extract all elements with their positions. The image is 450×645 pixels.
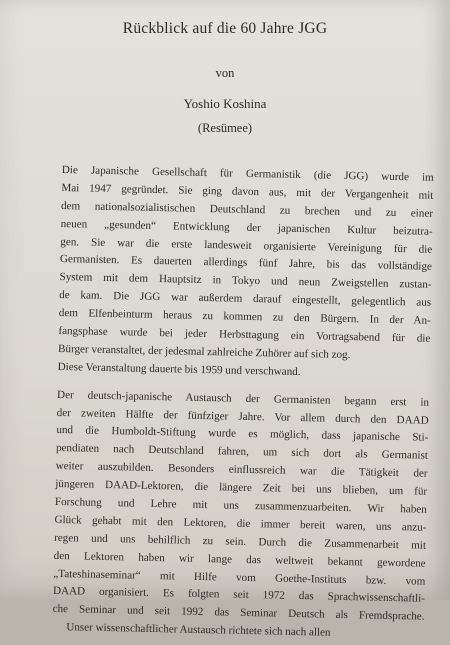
text-line: System mit dem Hauptsitz in Tokyo und neun Zweigstellen zustan- — [59, 271, 432, 292]
text-line: den Lektoren haben wir lange das weltweit bekannt gewordene — [53, 549, 426, 570]
author-name: Yoshio Koshina — [183, 96, 267, 111]
article-body — [52, 162, 434, 645]
text-line: Germanisten. Es dauerten allerdings fünf Jahre, bis das vollständige — [59, 253, 433, 274]
text-line: de kam. Die JGG war außerdem darauf eingestellt, gelegentlich aus — [59, 289, 432, 309]
text-line: Die Japanische Gesellschaft für Germanistik (die JGG) wurde im — [61, 163, 434, 184]
text-line: Bürger veranstaltet, der jedesmal zahlreiche Zuhörer auf sich zog. — [57, 342, 351, 361]
text-line: neuen „gesunden“ Entwicklung der japanischen Kultur beizutra- — [60, 217, 433, 238]
text-line: DAAD organisiert. Es folgten seit 1972 das Sprachwissenschaftli- — [52, 585, 426, 606]
text-line: weiter auszubilden. Besonders einflussreich war die Tätigkeit der — [55, 460, 428, 480]
text-line: dem nationalsozialistischen Deutschland zu brechen und zu einer — [60, 199, 434, 220]
text-line: jüngeren DAAD-Lektoren, die längere Zeit bei uns blieben, um für — [55, 478, 428, 498]
text-line: dem Elfenbeinturm heraus zu kommen zu den Bürgern. In der An- — [58, 307, 431, 327]
text-line: Forschung und Lehre mit uns zusammenzuarbeiten. Wir haben — [54, 495, 427, 516]
text-line: Glück gehabt mit den Lektoren, die immer bereit waren, uns anzu- — [54, 513, 427, 534]
text-line: der zweiten Hälfte der fünfziger Jahre. Vor allem durch den DAAD — [56, 406, 429, 427]
text-line: „Tateshinaseminar“ mit Hilfe vom Goethe-Instituts bzw. vom — [53, 567, 426, 588]
text-line: fangsphase wurde bei jeder Herbsttagung ein Vortragsabend für die — [58, 324, 431, 345]
text-line: pendiaten nach Deutschland fahren, um sich dort als Germanist — [55, 442, 429, 463]
text-line: regen und uns behilflich zu sein. Durch die Zusammenarbeit mit — [54, 531, 427, 552]
paragraph-1 — [58, 162, 434, 384]
text-line: Mai 1947 gegründet. Sie ging davon aus, mit der Vergangenheit mit — [61, 181, 434, 202]
text-line: gen. Sie war die erste landesweit organisierte Vereinigung für die — [60, 235, 433, 256]
text-line: Diese Veranstaltung dauerte bis 1959 und verschwand. — [57, 360, 301, 378]
text-line: Unser wissenschaftlicher Austausch richtete sich nach allen — [66, 621, 331, 639]
paragraph-2 — [52, 387, 429, 645]
article-subtitle: (Resümee) — [197, 121, 253, 135]
text-line: che Seminar und seit 1992 das Seminar Deutsch als Fremdsprache. — [52, 603, 425, 624]
byline-von: von — [215, 66, 235, 80]
text-line: Der deutsch-japanische Austausch der Germanisten begann erst in — [57, 388, 430, 409]
article-title: Rückblick auf die 60 Jahre JGG — [122, 20, 328, 37]
text-line: und die Humboldt-Stiftung wurde es möglich, dass japanische Sti- — [56, 424, 429, 445]
